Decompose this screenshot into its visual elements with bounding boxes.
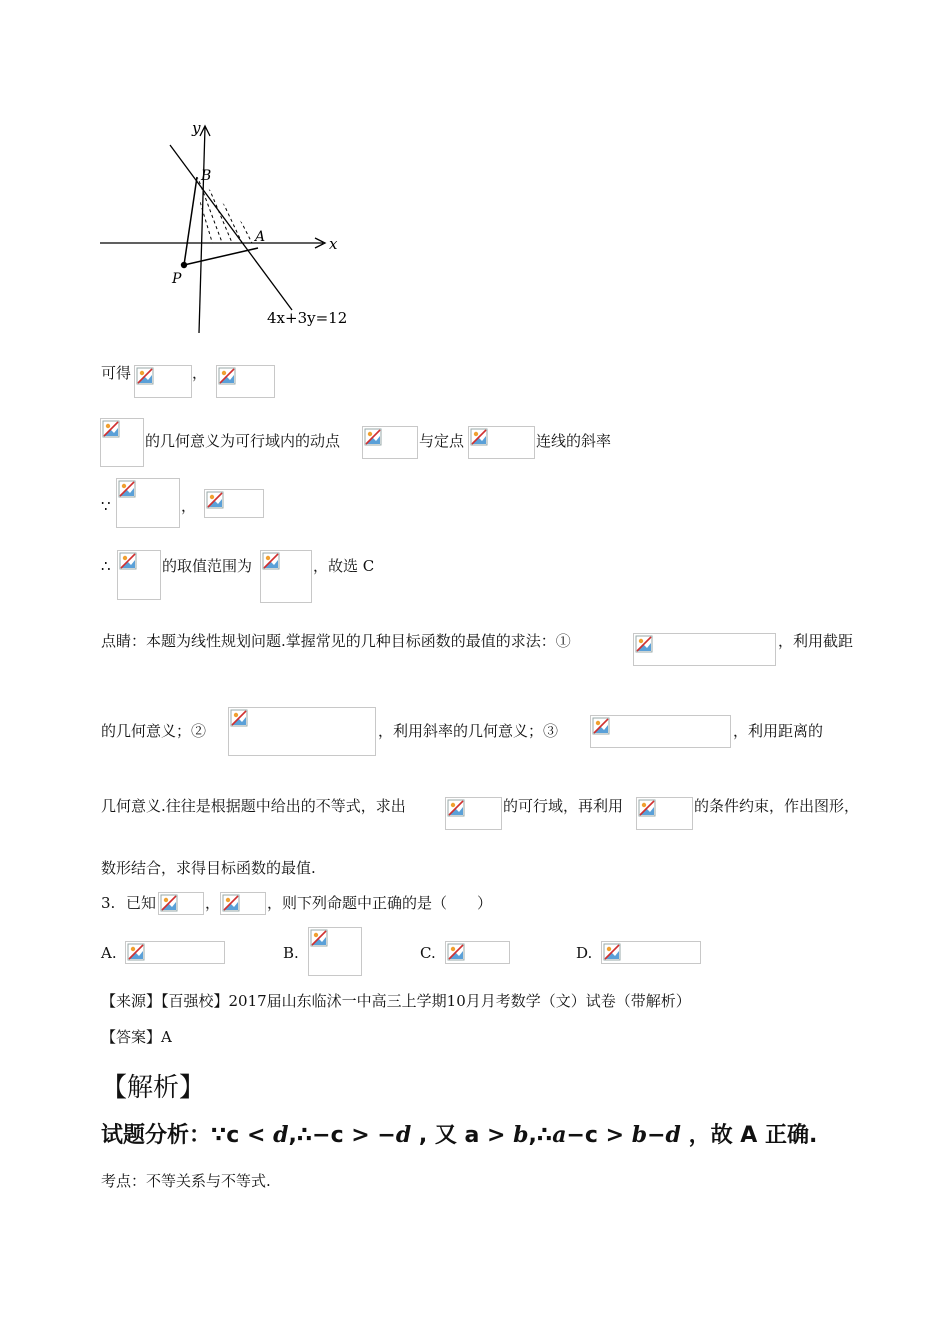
segment-pa (184, 248, 258, 265)
broken-image-icon (447, 943, 465, 961)
segment-pb (184, 177, 197, 265)
broken-image-icon (160, 894, 178, 912)
formula-image (134, 365, 192, 398)
option-d-label: D. (576, 944, 593, 962)
broken-image-icon (119, 552, 137, 570)
option-c-formula (445, 941, 510, 964)
broken-image-icon (127, 943, 145, 961)
formula-image (228, 707, 376, 756)
comma: ， (205, 894, 221, 912)
because-symbol: ∵ (101, 497, 111, 515)
comma: ， (181, 497, 197, 515)
point-a-label: A (255, 229, 266, 245)
hint-line-1: 点睛：本题为线性规划问题.掌握常见的几种目标函数的最值的求法：① (101, 632, 571, 650)
broken-image-icon (118, 480, 136, 498)
broken-image-icon (102, 420, 120, 438)
hint-line-2-end: ，利用距离的 (733, 722, 824, 740)
hint-line-3-mid: 的可行域，再利用 (503, 797, 624, 815)
broken-image-icon (635, 635, 653, 653)
broken-image-icon (136, 367, 154, 385)
formula-image (100, 418, 144, 467)
formula-image (117, 550, 161, 600)
hint-line-1-end: ，利用截距 (778, 632, 854, 650)
formula-image (220, 892, 266, 915)
formula-image (204, 489, 264, 518)
hint-line-2-start: 的几何意义；② (101, 722, 207, 740)
point-b-label: B (201, 168, 212, 184)
broken-image-icon (470, 428, 488, 446)
broken-image-icon (230, 709, 248, 727)
option-c-label: C. (420, 944, 436, 962)
formula-image (590, 715, 731, 748)
formula-image (636, 797, 693, 830)
formula-image (260, 550, 312, 603)
question-lead: 已知 (126, 894, 157, 912)
option-b-label: B. (283, 944, 299, 962)
hint-line-2-mid: ，利用斜率的几何意义；③ (378, 722, 559, 740)
question-tail: ，则下列命题中正确的是（ ） (267, 894, 493, 912)
point-p-label: P (172, 271, 182, 287)
therefore-symbol: ∴ (101, 557, 111, 575)
text-kede: 可得 (101, 364, 132, 382)
formula-image (468, 426, 535, 459)
formula-image (116, 478, 180, 528)
broken-image-icon (262, 552, 280, 570)
y-axis-label: y (192, 119, 201, 137)
formula-image (445, 797, 502, 830)
hint-line-4: 数形结合，求得目标函数的最值. (101, 859, 316, 877)
question-source: 【来源】【百强校】2017届山东临沭一中高三上学期10月月考数学（文）试卷（带解析） (101, 992, 691, 1010)
broken-image-icon (222, 894, 240, 912)
hint-line-3-start: 几何意义.往往是根据题中给出的不等式，求出 (101, 797, 406, 815)
broken-image-icon (310, 929, 328, 947)
text-range: 的取值范围为 (162, 557, 253, 575)
analysis-text: 试题分析：∵c < d,∴−c > −d , 又 a > b,∴a−c > b−d ，故 A 正确. (101, 1122, 818, 1148)
formula-image (362, 426, 418, 459)
analysis-heading: 【解析】 (101, 1073, 206, 1103)
line-equation-label: 4x+3y=12 (267, 309, 348, 327)
text-slope: 连线的斜率 (536, 432, 612, 450)
text-with-fixed-point: 与定点 (419, 432, 465, 450)
broken-image-icon (592, 717, 610, 735)
option-b-formula (308, 927, 362, 976)
option-a-label: A. (101, 944, 117, 962)
broken-image-icon (447, 799, 465, 817)
broken-image-icon (218, 367, 236, 385)
hint-line-3-end: 的条件约束，作出图形， (694, 797, 860, 815)
option-a-formula (125, 941, 225, 964)
broken-image-icon (638, 799, 656, 817)
comma: ， (192, 364, 208, 382)
broken-image-icon (206, 491, 224, 509)
question-number: 3. (101, 894, 116, 912)
constraint-line (170, 145, 292, 310)
formula-image (216, 365, 275, 398)
kaodian: 考点：不等关系与不等式. (101, 1172, 271, 1190)
broken-image-icon (603, 943, 621, 961)
option-d-formula (601, 941, 701, 964)
question-answer: 【答案】A (101, 1028, 172, 1046)
point-p (181, 262, 187, 268)
broken-image-icon (364, 428, 382, 446)
text-choose-c: ，故选 C (313, 557, 375, 575)
text-geometric-meaning: 的几何意义为可行域内的动点 (145, 432, 341, 450)
formula-image (633, 633, 776, 666)
x-axis-label: x (329, 235, 338, 253)
formula-image (158, 892, 204, 915)
coordinate-graph (95, 115, 355, 340)
y-axis (199, 127, 205, 333)
